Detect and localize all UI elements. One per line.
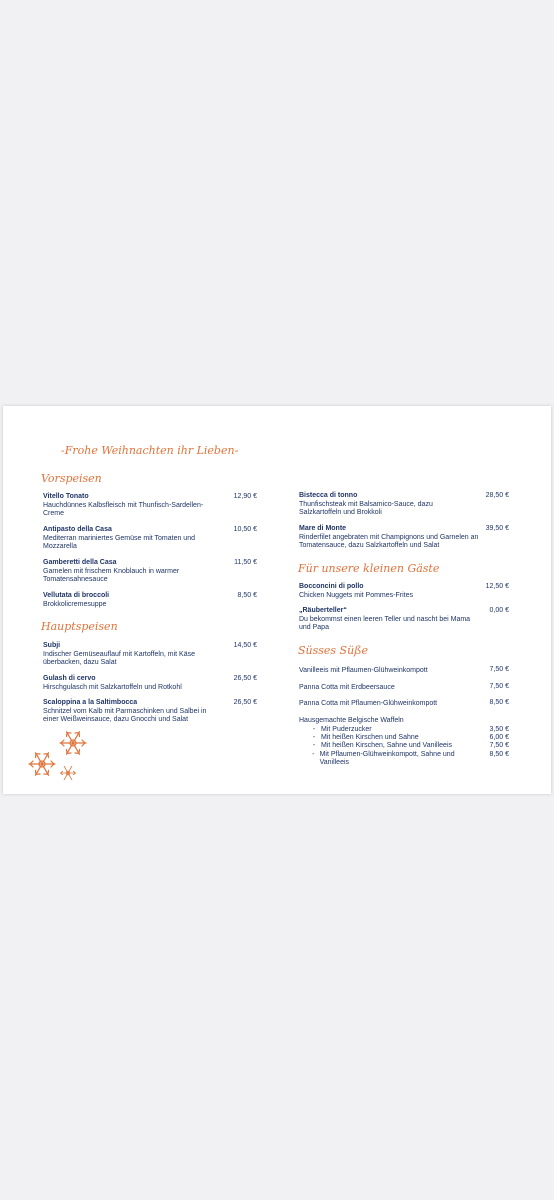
list-dash: - — [312, 734, 316, 742]
waffle-option-text: Mit heißen Kirschen und Sahne — [321, 734, 419, 742]
menu-item — [43, 642, 221, 668]
item-name: Vellutata di broccoli — [43, 592, 110, 599]
section-heading-hauptspeisen: Hauptspeisen — [41, 620, 118, 633]
item-description: Indischer Gemüseauflauf mit Kartoffeln, mit Käse überbacken, dazu Salat — [43, 650, 195, 667]
item-name: Bocconcini di pollo — [299, 583, 364, 590]
item-price: 14,50 € — [233, 642, 257, 649]
item-name: Gamberetti della Casa — [43, 559, 117, 566]
item-price: 26,50 € — [233, 675, 257, 682]
item-description: Hirschgulasch mit Salzkartoffeln und Rotkohl — [43, 683, 182, 691]
item-description: Du bekommst einen leeren Teller und nascht bei Mama und Papa — [299, 615, 471, 632]
menu-item — [299, 607, 481, 633]
menu-item — [43, 526, 221, 552]
item-description: Thunfischsteak mit Balsamico-Sauce, dazu Salzkartoffeln und Brokkoli — [299, 500, 433, 517]
waffle-option-text: Mit Puderzucker — [321, 726, 372, 733]
snowflake-icon — [27, 749, 57, 779]
item-price: 39,50 € — [485, 525, 509, 532]
menu-item — [43, 592, 221, 609]
item-description: Garnelen mit frischem Knoblauch in warmer Tomatensahnesauce — [43, 567, 180, 584]
list-dash: - — [312, 726, 316, 733]
menu-item — [299, 525, 481, 551]
menu-item — [299, 492, 477, 518]
waffle-option — [307, 742, 469, 750]
list-dash: - — [312, 750, 315, 758]
waffle-option — [307, 734, 469, 742]
item-price: 7,50 € — [489, 742, 509, 750]
dessert-item: Vanilleeis mit Pflaumen-Glühweinkompott — [299, 667, 428, 674]
item-price: 26,50 € — [233, 699, 257, 706]
waffles-label: Hausgemachte Belgische Waffeln — [299, 717, 404, 724]
item-description: Hauchdünnes Kalbsfleisch mit Thunfisch-Sardellen-Creme — [43, 501, 204, 518]
item-name: „Räuberteller“ — [299, 607, 347, 614]
dessert-item: Panna Cotta mit Pflaumen-Glühweinkompott — [299, 700, 438, 707]
item-name: Antipasto della Casa — [43, 526, 112, 533]
item-description: Schnitzel vom Kalb mit Parmaschinken und Salbei in einer Weißweinsauce, dazu Gnocchi und Salat — [43, 707, 207, 724]
item-name: Gulash di cervo — [43, 675, 96, 682]
item-price: 12,50 € — [485, 583, 509, 590]
item-price: 6,00 € — [489, 734, 509, 742]
item-description: Mediterran mariniertes Gemüse mit Tomaten und Mozzarella — [43, 534, 195, 551]
item-price: 8,50 € — [237, 592, 257, 599]
menu-item — [43, 675, 221, 692]
section-heading-vorspeisen: Vorspeisen — [41, 472, 102, 485]
menu-item — [43, 493, 221, 519]
snowflake-icon — [58, 728, 88, 758]
waffle-option-text: Mit Pflaumen-Glühweinkompott, Sahne und Vanilleeis — [319, 750, 455, 766]
item-name: Bistecca di tonno — [299, 492, 358, 499]
menu-page — [3, 406, 551, 794]
item-price: 7,50 € — [489, 666, 509, 673]
list-dash: - — [312, 742, 316, 750]
waffle-option-text: Mit heißen Kirschen, Sahne und Vanilleeis — [321, 742, 453, 750]
item-name: Vitello Tonato — [43, 493, 89, 500]
item-price: 7,50 € — [489, 683, 509, 690]
item-price: 3,50 € — [489, 726, 509, 733]
item-price: 8,50 € — [489, 699, 509, 706]
waffle-options — [307, 726, 469, 767]
menu-item — [43, 559, 221, 585]
waffle-prices — [490, 726, 509, 759]
section-heading-kids: Für unsere kleinen Gäste — [298, 562, 440, 575]
item-name: Scaloppina a la Saltimbocca — [43, 699, 138, 706]
snowflake-icon — [59, 764, 77, 782]
item-price: 11,50 € — [234, 559, 257, 566]
menu-item — [43, 699, 221, 725]
item-description: Rinderfilet angebraten mit Champignons und Garnelen an Tomatensauce, dazu Salzkartoffeln und Salat — [299, 533, 479, 550]
section-heading-desserts: Süsses Süße — [298, 644, 369, 657]
item-name: Subji — [43, 642, 61, 649]
item-price: 10,50 € — [233, 526, 257, 533]
item-description: Brokkolicremesuppe — [43, 600, 107, 608]
menu-item — [299, 583, 477, 600]
menu-title: -Frohe Weihnachten ihr Lieben- — [61, 444, 239, 457]
item-name: Mare di Monte — [299, 525, 347, 532]
waffle-option — [307, 726, 469, 734]
item-description: Chicken Nuggets mit Pommes-Frites — [299, 591, 413, 599]
item-price: 28,50 € — [485, 492, 509, 499]
item-price: 12,90 € — [233, 493, 257, 500]
waffle-option — [307, 751, 469, 767]
dessert-item: Panna Cotta mit Erdbeersauce — [299, 684, 395, 691]
item-price: 8,50 € — [489, 750, 509, 758]
item-price: 0,00 € — [489, 607, 509, 614]
